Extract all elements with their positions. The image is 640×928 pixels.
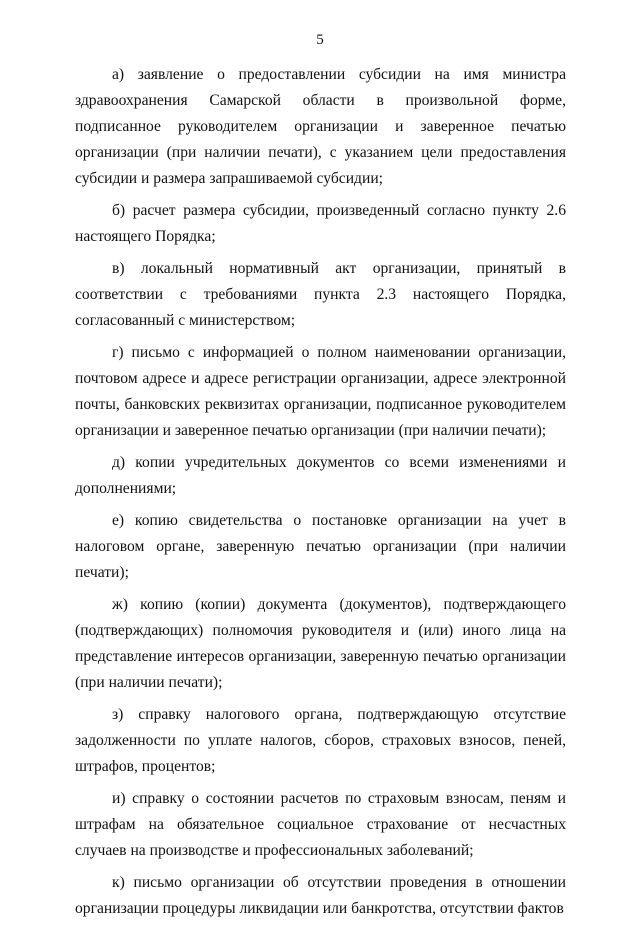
list-item-zh: ж) копию (копии) документа (документов), подтверждающего (подтверждающих) полномочия руководителя и (или) иного лица на представление интересов организации, заверенную печатью организации (при наличии печати); — [75, 596, 566, 691]
list-item-z: з) справку налогового органа, подтверждающую отсутствие задолженности по уплате налогов, сборов, страховых взносов, пеней, штрафов, процентов; — [75, 706, 566, 775]
list-item-d: д) копии учредительных документов со всеми изменениями и дополнениями; — [75, 454, 566, 497]
list-item-b: б) расчет размера субсидии, произведенный согласно пункту 2.6 настоящего Порядка; — [75, 202, 566, 245]
list-item-g: г) письмо с информацией о полном наименовании организации, почтовом адресе и адресе регистрации организации, адресе электронной почты, банковских реквизитах организации, подписанное руководителем организации и заверенное печатью организации (при наличии печати); — [75, 344, 566, 439]
document-body — [75, 62, 566, 928]
list-item-k: к) письмо организации об отсутствии проведения в отношении организации процедуры ликвидации или банкротства, отсутствии фактов — [75, 874, 566, 917]
list-item-v: в) локальный нормативный акт организации, принятый в соответствии с требованиями пункта 2.3 настоящего Порядка, согласованный с министерством; — [75, 260, 566, 329]
list-item-e: е) копию свидетельства о постановке организации на учет в налоговом органе, заверенную печатью организации (при наличии печати); — [75, 512, 566, 581]
list-item-a: а) заявление о предоставлении субсидии на имя министра здравоохранения Самарской области в произвольной форме, подписанное руководителем организации и заверенное печатью организации (при наличии печати), с указанием цели предоставления субсидии и размера запрашиваемой субсидии; — [75, 66, 566, 187]
page-number: 5 — [316, 32, 324, 48]
list-item-i: и) справку о состоянии расчетов по страховым взносам, пеням и штрафам на обязательное социальное страхование от несчастных случаев на производстве и профессиональных заболеваний; — [75, 790, 566, 859]
